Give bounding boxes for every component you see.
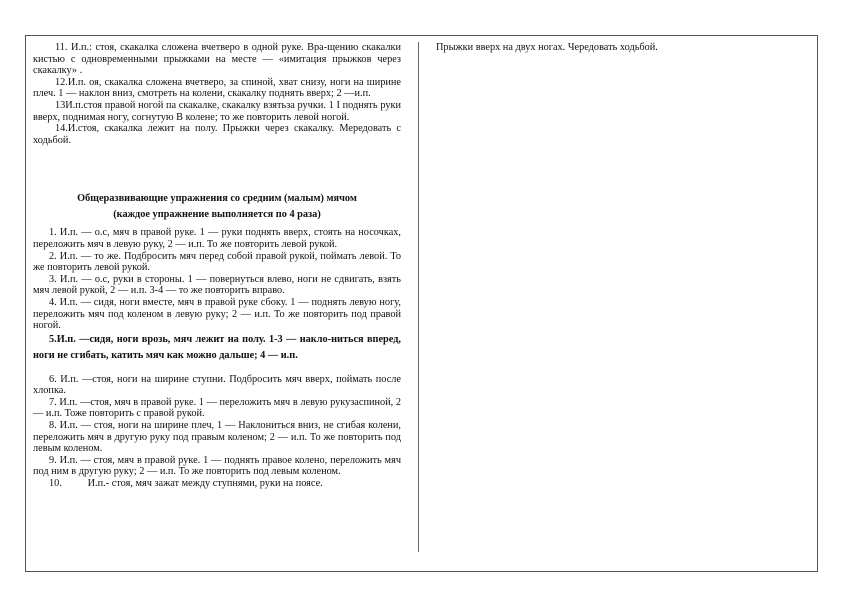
ball-item: 4. И.п. — сидя, ноги вместе, мяч в правой руке сбоку. 1 — поднять левую ногу, переложить мяч под коленом в левую руку; 2 — и.п. То же повторить под правой ногой.	[33, 296, 401, 332]
column-divider	[418, 42, 419, 552]
jump-rope-item: 14.И.стоя, скакалка лежит на полу. Прыжки через скакалку. Мередовать с ходьбой.	[33, 123, 401, 146]
ball-item: 10. И.п.- стоя, мяч зажат между ступнями, руки на поясе.	[49, 478, 323, 490]
ball-item: 6. И.п. —стоя, ноги на ширине ступни. Подбросить мяч вверх, поймать после хлопка.	[33, 373, 401, 397]
section-subtitle: (каждое упражнение выполняется по 4 раза)	[113, 209, 321, 221]
right-column-text: Прыжки вверх на двух ногах. Чередовать ходьбой.	[436, 42, 658, 53]
spacer	[33, 146, 401, 191]
jump-rope-item: 12.И.п. оя, скакалка сложена вчетверо, за спиной, хват снизу, ноги на ширине плеч. 1 — наклон вниз, смотреть на колени, скакалку поднять вверх; 2 —и.п.	[33, 76, 401, 100]
ball-item: 2. И.п. — то же. Подбросить мяч перед собой правой рукой, поймать левой. То же повторить левой рукой.	[33, 250, 401, 274]
spacer	[33, 364, 401, 374]
left-column	[33, 42, 401, 490]
jump-rope-item: 13И.п.стоя правой ногой па скакалке, скакалку взятьза ручки. 1 I поднять руки вверх, поднимая ногу, согнутую В колене; то же повторить левой ногой.	[33, 99, 401, 123]
section-title: Общеразвивающие упражнения со средним (малым) мячом	[77, 193, 357, 205]
ball-item-bold: 5.И.п. —сидя, ноги врозь, мяч лежит на полу. 1-3 — накло-ниться вперед, ноги не сгибать, катить мяч как можно дальше; 4 — и.п.	[33, 333, 401, 361]
right-column	[436, 42, 806, 54]
ball-item: 8. И.п. — стоя, ноги на ширине плеч, 1 — Наклониться вниз, не сгибая колени, переложить мяч в другую руку под правым коленом; 2 — и.п. То же повторить под левым коленом.	[33, 420, 401, 455]
ball-item: 9. И.п. — стоя, мяч в правой руке. 1 — поднять правое колено, переложить мяч под ним в другую руку; 2 — и.п. То же повторить под левым коленом.	[33, 454, 401, 478]
ball-item: 3. И.п. — о.с, руки в стороны. 1 — повернуться влево, ноги не сдвигать, взять мяч левой рукой, 2 — и.п. 3-4 — то же повторить вправо.	[33, 273, 401, 297]
ball-item: 7. И.п. —стоя, мяч в правой руке. 1 — переложить мяч в левую рукузаспиной, 2 — и.п. Тоже повторить с правой рукой.	[33, 396, 401, 420]
ball-item: 1. И.п. — о.с, мяч в правой руке. 1 — руки поднять вверх, стоять на носочках, переложить мяч в левую руку, 2 — и.п. То же повторить левой рукой.	[33, 227, 401, 250]
jump-rope-item: 11. И.п.: стоя, скакалка сложена вчетверо в одной руке. Вра-щению скакалки кистью с одновременными прыжками на месте — «имитация прыжков через скакалку» .	[33, 42, 401, 77]
